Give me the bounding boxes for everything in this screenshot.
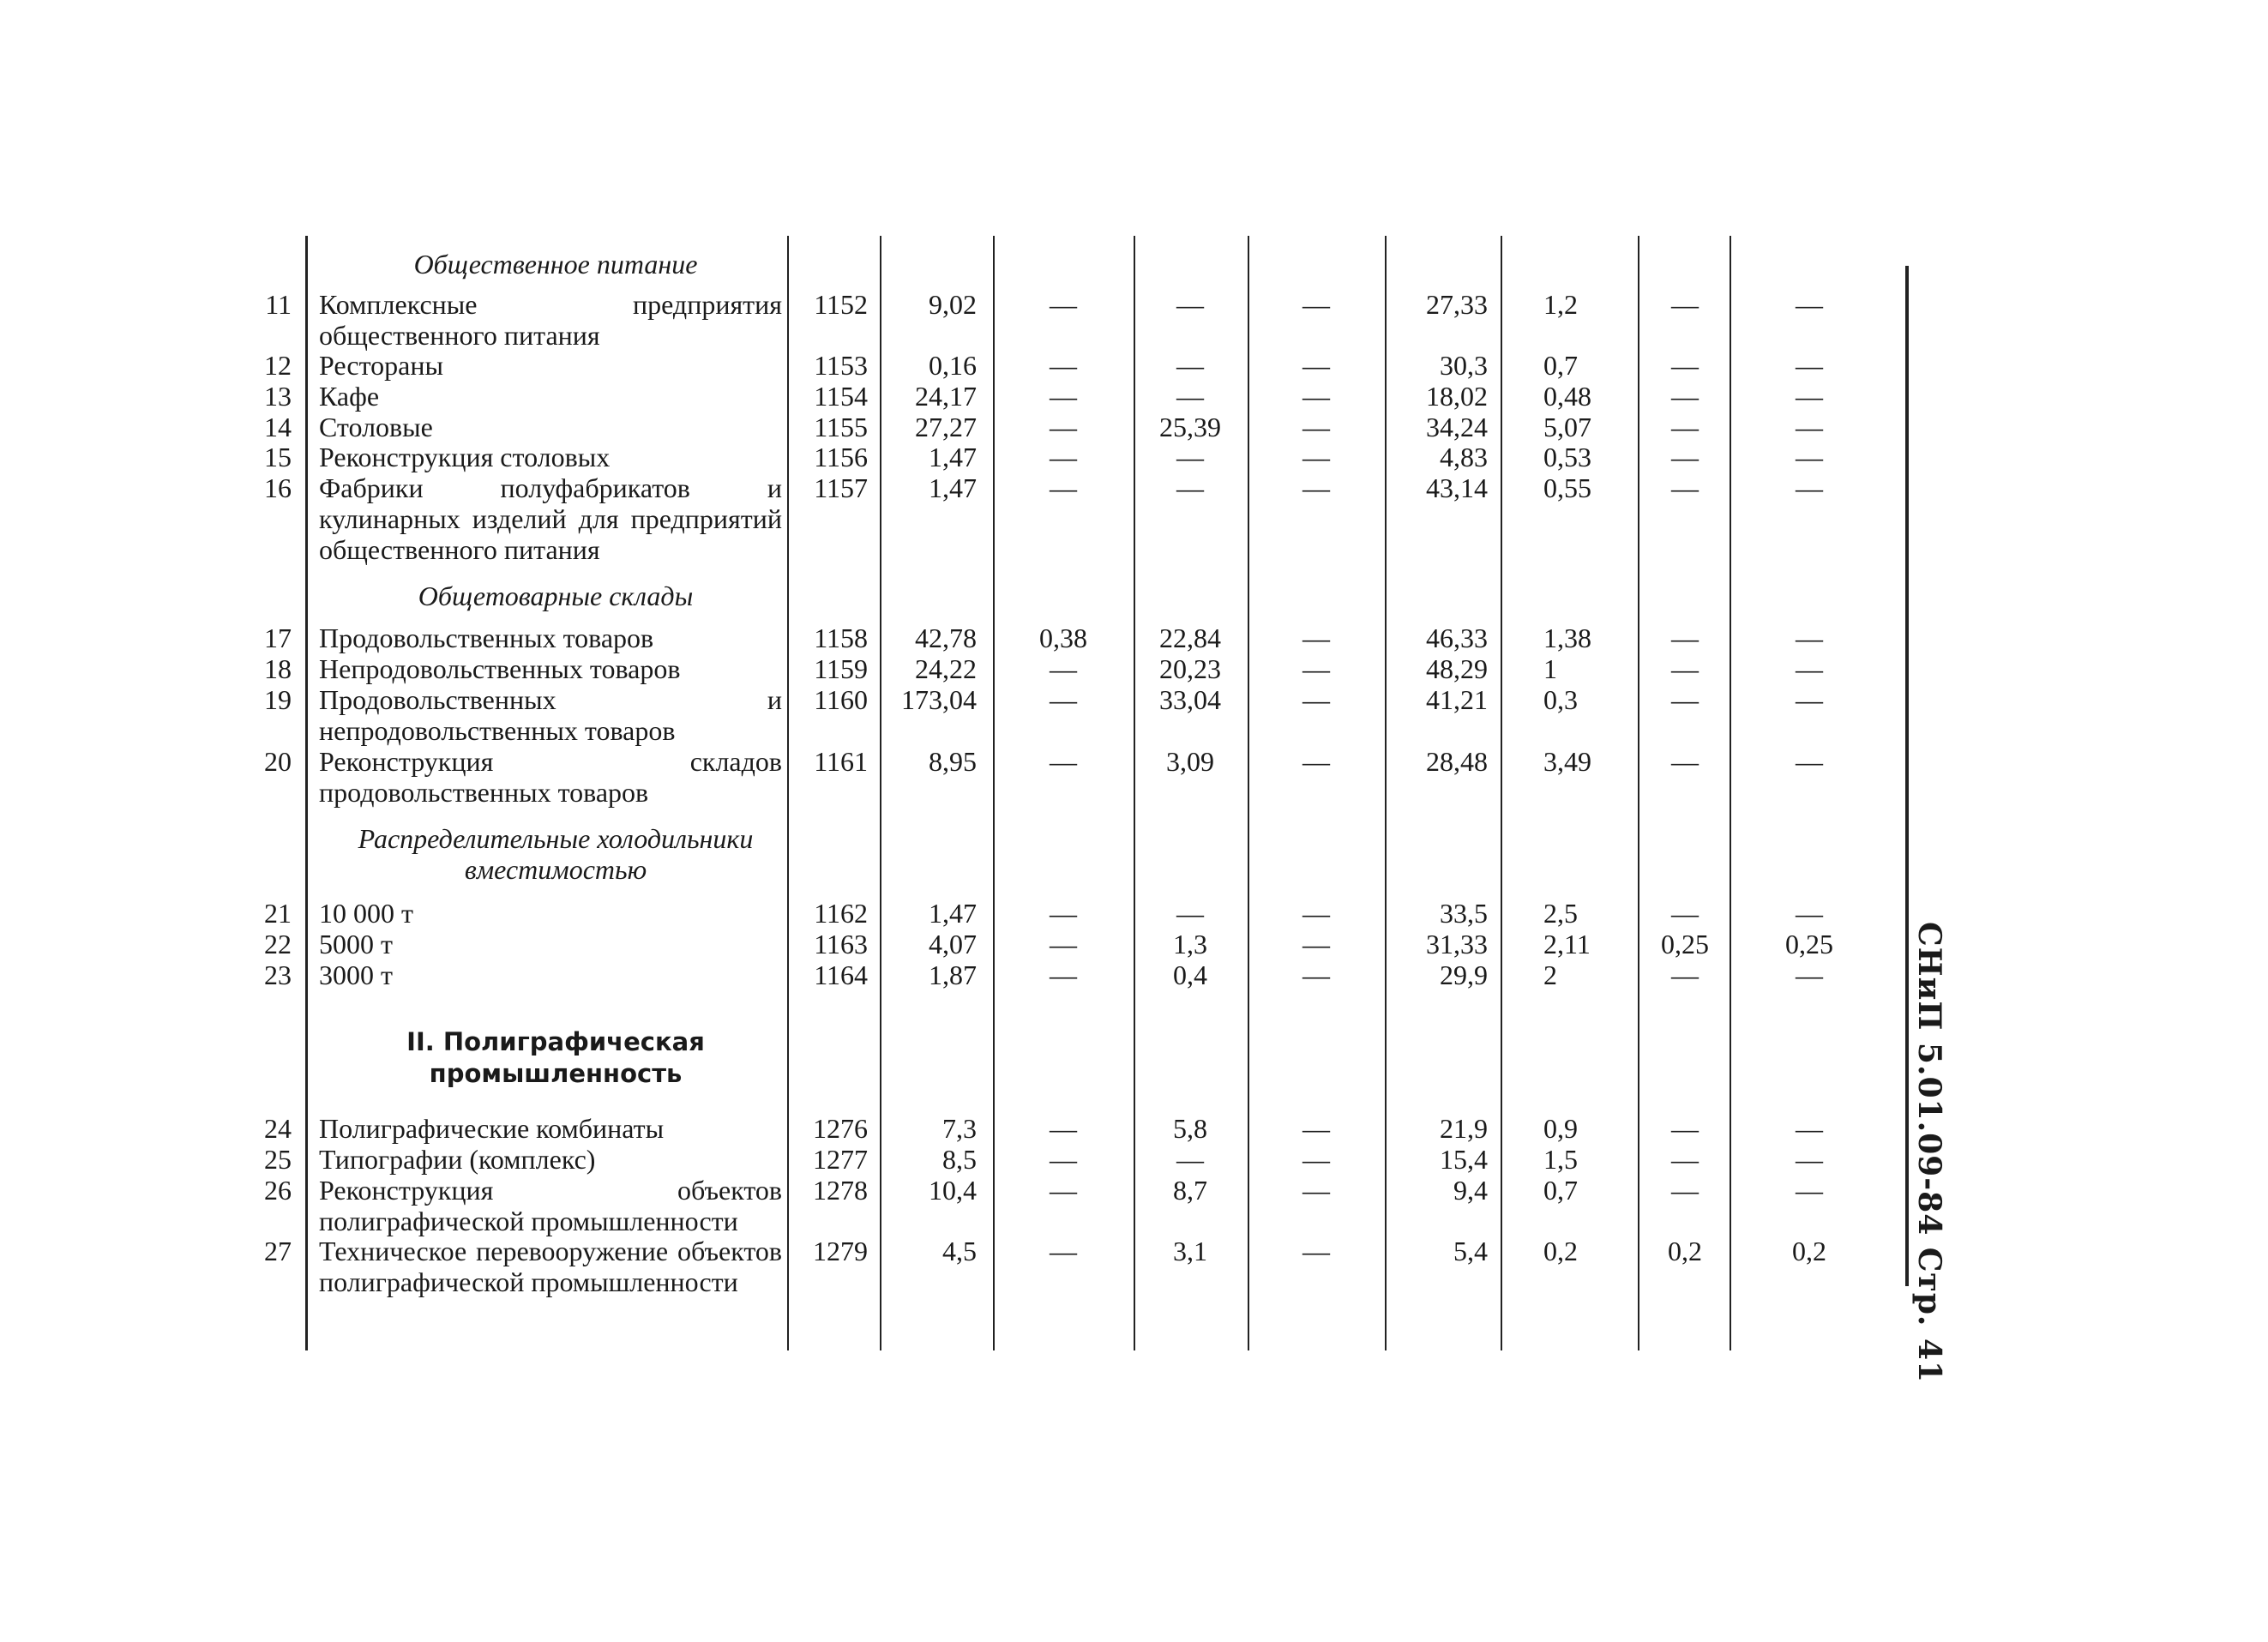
cell-c8: — — [1796, 1144, 1823, 1175]
cell-c6: 0,48 — [1543, 381, 1591, 412]
cell-c5: 29,9 — [1440, 959, 1488, 990]
cell-c3: — — [1176, 472, 1204, 503]
cell-c4: — — [1302, 653, 1330, 684]
cell-c5: 9,4 — [1453, 1175, 1488, 1206]
cell-c5: 31,33 — [1426, 929, 1488, 959]
row-name: Фабрики полуфабрикатов и кулинарных изделий для предприятий общественного питания — [319, 472, 782, 565]
rule-after-name — [787, 236, 789, 1350]
row-name: Техническое перевооружение объектов полиграфической промышленности — [319, 1236, 782, 1297]
cell-c5: 28,48 — [1426, 746, 1488, 777]
cell-c5: 5,4 — [1453, 1236, 1488, 1266]
rule-after-col2 — [1134, 236, 1135, 1350]
row-number: 18 — [264, 653, 292, 684]
row-number: 12 — [264, 350, 292, 381]
cell-c2: — — [1050, 959, 1077, 990]
rule-after-col4 — [1385, 236, 1387, 1350]
cell-c4: — — [1302, 959, 1330, 990]
row-name: Реконструкция столовых — [319, 442, 611, 472]
section-title: II. Полиграфическая промышленность — [406, 1027, 705, 1088]
cell-c4: — — [1302, 746, 1330, 777]
cell-code: 1276 — [813, 1113, 868, 1144]
cell-c1: 7,3 — [942, 1113, 977, 1144]
cell-c2: 0,38 — [1039, 623, 1087, 653]
rule-after-col7 — [1730, 236, 1731, 1350]
cell-code: 1155 — [814, 412, 868, 442]
cell-c2: — — [1050, 684, 1077, 715]
cell-c5: 43,14 — [1426, 472, 1488, 503]
cell-code: 1161 — [814, 746, 868, 777]
cell-c1: 10,4 — [929, 1175, 977, 1206]
cell-c6: 1,2 — [1543, 289, 1578, 320]
cell-c3: 1,3 — [1173, 929, 1207, 959]
cell-c8: — — [1796, 1175, 1823, 1206]
cell-c6: 0,2 — [1543, 1236, 1578, 1266]
cell-c3: — — [1176, 1144, 1204, 1175]
cell-c5: 18,02 — [1426, 381, 1488, 412]
cell-c2: — — [1050, 1144, 1077, 1175]
cell-c4: — — [1302, 289, 1330, 320]
cell-c4: — — [1302, 412, 1330, 442]
cell-c6: 2 — [1543, 959, 1557, 990]
side-rule — [1905, 266, 1909, 1286]
cell-c3: 5,8 — [1173, 1113, 1207, 1144]
cell-code: 1156 — [814, 442, 868, 472]
cell-code: 1278 — [813, 1175, 868, 1206]
cell-c2: — — [1050, 289, 1077, 320]
cell-c4: — — [1302, 1175, 1330, 1206]
cell-c7: — — [1671, 442, 1699, 472]
cell-c2: — — [1050, 929, 1077, 959]
row-name: 5000 т — [319, 929, 393, 959]
cell-c5: 15,4 — [1440, 1144, 1488, 1175]
cell-c1: 1,47 — [929, 472, 977, 503]
row-number: 11 — [265, 289, 292, 320]
cell-c2: — — [1050, 350, 1077, 381]
cell-c7: — — [1671, 1144, 1699, 1175]
cell-c4: — — [1302, 472, 1330, 503]
row-name: Продовольственных и непродовольственных товаров — [319, 684, 782, 746]
cell-c6: 5,07 — [1543, 412, 1591, 442]
row-number: 15 — [264, 442, 292, 472]
cell-code: 1162 — [814, 898, 868, 929]
cell-c1: 0,16 — [929, 350, 977, 381]
row-number: 24 — [264, 1113, 292, 1144]
row-name: Непродовольственных товаров — [319, 653, 681, 684]
cell-c1: 9,02 — [929, 289, 977, 320]
cell-c5: 27,33 — [1426, 289, 1488, 320]
cell-c3: — — [1176, 381, 1204, 412]
cell-c8: 0,2 — [1792, 1236, 1826, 1266]
cell-c1: 24,22 — [915, 653, 977, 684]
cell-c2: — — [1050, 412, 1077, 442]
row-name: Продовольственных товаров — [319, 623, 654, 653]
cell-c5: 4,83 — [1440, 442, 1488, 472]
cell-c1: 1,87 — [929, 959, 977, 990]
row-number: 26 — [264, 1175, 292, 1206]
cell-c8: — — [1796, 653, 1823, 684]
cell-code: 1164 — [814, 959, 868, 990]
row-number: 19 — [264, 684, 292, 715]
cell-c1: 42,78 — [915, 623, 977, 653]
row-number: 21 — [264, 898, 292, 929]
cell-c3: — — [1176, 350, 1204, 381]
cell-c6: 0,53 — [1543, 442, 1591, 472]
cell-c5: 46,33 — [1426, 623, 1488, 653]
cell-c6: 3,49 — [1543, 746, 1591, 777]
row-name: Реконструкция объектов полиграфической промышленности — [319, 1175, 782, 1236]
cell-c1: 4,07 — [929, 929, 977, 959]
cell-c4: — — [1302, 684, 1330, 715]
cell-c7: — — [1671, 350, 1699, 381]
cell-c2: — — [1050, 898, 1077, 929]
row-name: Полиграфические комбинаты — [319, 1113, 665, 1144]
row-name: Кафе — [319, 381, 380, 412]
cell-c7: — — [1671, 381, 1699, 412]
cell-code: 1153 — [814, 350, 868, 381]
row-number: 14 — [264, 412, 292, 442]
cell-c6: 0,9 — [1543, 1113, 1578, 1144]
cell-c3: 3,1 — [1173, 1236, 1207, 1266]
cell-c6: 0,7 — [1543, 1175, 1578, 1206]
cell-c4: — — [1302, 623, 1330, 653]
cell-c3: 25,39 — [1159, 412, 1221, 442]
row-name: Столовые — [319, 412, 433, 442]
row-number: 25 — [264, 1144, 292, 1175]
row-name: 10 000 т — [319, 898, 413, 929]
cell-c2: — — [1050, 472, 1077, 503]
cell-c1: 173,04 — [901, 684, 977, 715]
cell-c1: 8,5 — [942, 1144, 977, 1175]
cell-c6: 2,5 — [1543, 898, 1578, 929]
cell-c7: — — [1671, 898, 1699, 929]
cell-c2: — — [1050, 1113, 1077, 1144]
cell-c3: 8,7 — [1173, 1175, 1207, 1206]
cell-c3: — — [1176, 898, 1204, 929]
row-number: 23 — [264, 959, 292, 990]
row-name: 3000 т — [319, 959, 393, 990]
cell-c2: — — [1050, 1236, 1077, 1266]
cell-c6: 1,5 — [1543, 1144, 1578, 1175]
cell-c2: — — [1050, 381, 1077, 412]
cell-c8: — — [1796, 442, 1823, 472]
cell-c5: 30,3 — [1440, 350, 1488, 381]
cell-c3: 3,09 — [1166, 746, 1214, 777]
cell-c8: — — [1796, 381, 1823, 412]
cell-c6: 1,38 — [1543, 623, 1591, 653]
row-number: 27 — [264, 1236, 292, 1266]
row-number: 13 — [264, 381, 292, 412]
cell-c6: 0,55 — [1543, 472, 1591, 503]
cell-c8: — — [1796, 1113, 1823, 1144]
cell-c7: — — [1671, 1113, 1699, 1144]
section-title: Общественное питание — [413, 249, 698, 280]
cell-c4: — — [1302, 381, 1330, 412]
rule-after-col1 — [993, 236, 995, 1350]
cell-c4: — — [1302, 442, 1330, 472]
cell-c1: 24,17 — [915, 381, 977, 412]
cell-c2: — — [1050, 1175, 1077, 1206]
cell-c8: — — [1796, 684, 1823, 715]
cell-c6: 0,7 — [1543, 350, 1578, 381]
cell-c1: 27,27 — [915, 412, 977, 442]
cell-code: 1159 — [814, 653, 868, 684]
cell-c1: 1,47 — [929, 442, 977, 472]
cell-c7: — — [1671, 684, 1699, 715]
cell-c8: — — [1796, 623, 1823, 653]
cell-c7: 0,25 — [1661, 929, 1709, 959]
cell-c8: — — [1796, 959, 1823, 990]
cell-c7: — — [1671, 959, 1699, 990]
rule-after-code — [880, 236, 881, 1350]
cell-c3: 20,23 — [1159, 653, 1221, 684]
page-reference-label: СНиП 5.01.09-84 Стр. 41 — [1911, 922, 1947, 1384]
row-number: 16 — [264, 472, 292, 503]
cell-c5: 33,5 — [1440, 898, 1488, 929]
cell-c4: — — [1302, 1113, 1330, 1144]
cell-c3: 0,4 — [1173, 959, 1207, 990]
cell-c5: 41,21 — [1426, 684, 1488, 715]
cell-c3: — — [1176, 289, 1204, 320]
cell-c8: — — [1796, 746, 1823, 777]
cell-code: 1163 — [814, 929, 868, 959]
cell-c8: — — [1796, 898, 1823, 929]
row-name: Типографии (комплекс) — [319, 1144, 596, 1175]
cell-c1: 1,47 — [929, 898, 977, 929]
cell-c3: 33,04 — [1159, 684, 1221, 715]
cell-c6: 0,3 — [1543, 684, 1578, 715]
cell-c6: 1 — [1543, 653, 1557, 684]
cell-c6: 2,11 — [1543, 929, 1591, 959]
cell-c8: — — [1796, 350, 1823, 381]
cell-c2: — — [1050, 653, 1077, 684]
cell-c2: — — [1050, 746, 1077, 777]
cell-c1: 8,95 — [929, 746, 977, 777]
cell-code: 1279 — [813, 1236, 868, 1266]
cell-c7: — — [1671, 623, 1699, 653]
cell-code: 1154 — [814, 381, 868, 412]
row-number: 20 — [264, 746, 292, 777]
rule-after-number — [305, 236, 308, 1350]
rule-after-col6 — [1638, 236, 1639, 1350]
cell-c1: 4,5 — [942, 1236, 977, 1266]
cell-c4: — — [1302, 898, 1330, 929]
cell-c7: — — [1671, 289, 1699, 320]
cell-c3: — — [1176, 442, 1204, 472]
section-title: Распределительные холодильники вместимостью — [358, 823, 754, 885]
rule-after-col3 — [1248, 236, 1249, 1350]
rule-after-col5 — [1501, 236, 1502, 1350]
row-number: 22 — [264, 929, 292, 959]
cell-c3: 22,84 — [1159, 623, 1221, 653]
cell-c8: 0,25 — [1785, 929, 1833, 959]
row-number: 17 — [264, 623, 292, 653]
cell-c7: 0,2 — [1668, 1236, 1702, 1266]
cell-code: 1152 — [814, 289, 868, 320]
section-title: Общетоварные склады — [418, 580, 694, 611]
row-name: Рестораны — [319, 350, 443, 381]
cell-c8: — — [1796, 412, 1823, 442]
cell-code: 1277 — [813, 1144, 868, 1175]
cell-c4: — — [1302, 350, 1330, 381]
cell-c5: 48,29 — [1426, 653, 1488, 684]
cell-c7: — — [1671, 746, 1699, 777]
row-name: Реконструкция складов продовольственных товаров — [319, 746, 782, 808]
cell-c8: — — [1796, 472, 1823, 503]
cell-code: 1160 — [814, 684, 868, 715]
cell-c7: — — [1671, 653, 1699, 684]
cell-c4: — — [1302, 929, 1330, 959]
cell-c7: — — [1671, 1175, 1699, 1206]
row-name: Комплексные предприятия общественного питания — [319, 289, 782, 351]
cell-c4: — — [1302, 1144, 1330, 1175]
cell-c7: — — [1671, 412, 1699, 442]
cell-code: 1157 — [814, 472, 868, 503]
cell-c8: — — [1796, 289, 1823, 320]
cell-code: 1158 — [814, 623, 868, 653]
cell-c5: 34,24 — [1426, 412, 1488, 442]
cell-c5: 21,9 — [1440, 1113, 1488, 1144]
cell-c2: — — [1050, 442, 1077, 472]
cell-c4: — — [1302, 1236, 1330, 1266]
cell-c7: — — [1671, 472, 1699, 503]
